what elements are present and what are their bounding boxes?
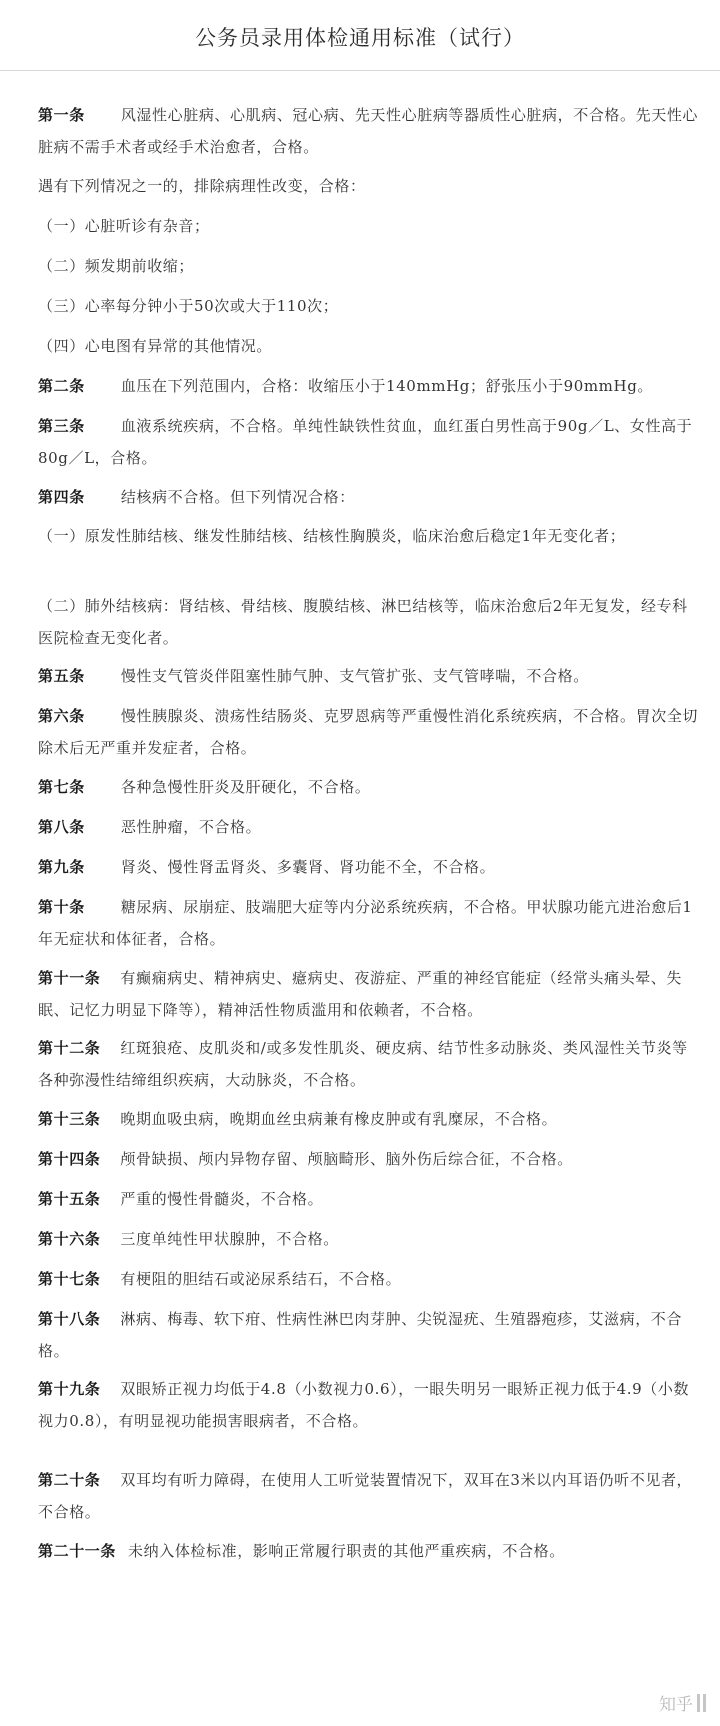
- article-text: 血液系统疾病，不合格。单纯性缺铁性贫血，血红蛋白男性高于90g／L、女性高于80g／L，合格。: [38, 417, 693, 467]
- article-label: 第十五条: [38, 1190, 101, 1208]
- clause-text: （二）肺外结核病：肾结核、骨结核、腹膜结核、淋巴结核等，临床治愈后2年无复发，经专科医院检查无变化者。: [38, 597, 688, 647]
- article-2: [8, 370, 700, 402]
- article-text: 恶性肿瘤，不合格。: [120, 818, 262, 836]
- article-5: [8, 660, 700, 692]
- article-label: 第十六条: [38, 1230, 101, 1248]
- article-label: 第十七条: [38, 1270, 101, 1288]
- clause-1: [8, 210, 700, 242]
- article-6: [8, 700, 700, 764]
- article-label: 第三条: [38, 417, 85, 435]
- article-label: 第十一条: [38, 969, 101, 987]
- article-text: 晚期血吸虫病，晚期血丝虫病兼有橡皮肿或有乳糜尿，不合格。: [120, 1110, 558, 1128]
- clause-text: 遇有下列情况之一的，排除病理性改变，合格：: [38, 177, 366, 195]
- article-16: [8, 1223, 700, 1255]
- article-label: 第十二条: [38, 1039, 101, 1057]
- article-label: 第二十一条: [38, 1542, 117, 1560]
- article-8: [8, 811, 700, 843]
- article-text: 有癫痫病史、精神病史、癔病史、夜游症、严重的神经官能症（经常头痛头晕、失眠、记忆力明显下降等），精神活性物质滥用和依赖者，不合格。: [38, 969, 683, 1019]
- article-label: 第八条: [38, 818, 85, 836]
- article-14: [8, 1143, 700, 1175]
- watermark-text: 知乎: [659, 1695, 693, 1715]
- article-text: 血压在下列范围内，合格：收缩压小于140mmHg；舒张压小于90mmHg。: [120, 377, 653, 395]
- article-text: 严重的慢性骨髓炎，不合格。: [120, 1190, 324, 1208]
- article-label: 第五条: [38, 667, 85, 685]
- clause-text: （四）心电图有异常的其他情况。: [38, 337, 273, 355]
- clause-text: （三）心率每分钟小于50次或大于110次；: [38, 297, 339, 315]
- article-text: 双眼矫正视力均低于4.8（小数视力0.6），一眼失明另一眼矫正视力低于4.9（小数视力0.8），有明显视功能损害眼病者，不合格。: [38, 1380, 690, 1430]
- article-17: [8, 1263, 700, 1295]
- article-text: 未纳入体检标准，影响正常履行职责的其他严重疾病，不合格。: [128, 1542, 565, 1560]
- article-text: 风湿性心脏病、心肌病、冠心病、先天性心脏病等器质性心脏病，不合格。先天性心脏病不需手术者或经手术治愈者，合格。: [38, 106, 699, 156]
- article-text: 肾炎、慢性肾盂肾炎、多囊肾、肾功能不全，不合格。: [120, 858, 496, 876]
- watermark-bars-icon: [697, 1694, 706, 1712]
- article-label: 第二十条: [38, 1471, 101, 1489]
- article-label: 第一条: [38, 106, 85, 124]
- zhihu-watermark: [659, 1690, 706, 1715]
- article-13: [8, 1103, 700, 1135]
- article-text: 结核病不合格。但下列情况合格：: [120, 488, 355, 506]
- article-label: 第十四条: [38, 1150, 101, 1168]
- article-18: [8, 1303, 700, 1367]
- article-9: [8, 851, 700, 883]
- article-label: 第七条: [38, 778, 85, 796]
- clause-3: [8, 290, 700, 322]
- article-4-clause-1: [8, 520, 700, 552]
- clause-text: （一）原发性肺结核、继发性肺结核、结核性胸膜炎，临床治愈后稳定1年无变化者；: [38, 527, 626, 545]
- article-label: 第九条: [38, 858, 85, 876]
- article-label: 第十条: [38, 898, 85, 916]
- article-text: 颅骨缺损、颅内异物存留、颅脑畸形、脑外伤后综合征，不合格。: [120, 1150, 573, 1168]
- article-label: 第十三条: [38, 1110, 101, 1128]
- article-3: [8, 410, 700, 474]
- article-label: 第六条: [38, 707, 85, 725]
- clause-text: （二）频发期前收缩；: [38, 257, 195, 275]
- article-4-clause-2: [8, 590, 700, 654]
- clause-text: （一）心脏听诊有杂音；: [38, 217, 210, 235]
- article-19: [8, 1373, 700, 1437]
- article-text: 糖尿病、尿崩症、肢端肥大症等内分泌系统疾病，不合格。甲状腺功能亢进治愈后1年无症状和体征者，合格。: [38, 898, 693, 948]
- article-text: 慢性支气管炎伴阻塞性肺气肿、支气管扩张、支气管哮喘，不合格。: [120, 667, 589, 685]
- article-text: 各种急慢性肝炎及肝硬化，不合格。: [120, 778, 371, 796]
- article-1: [8, 99, 700, 163]
- article-7: [8, 771, 700, 803]
- article-text: 淋病、梅毒、软下疳、性病性淋巴肉芽肿、尖锐湿疣、生殖器疱疹，艾滋病，不合格。: [38, 1310, 683, 1360]
- article-text: 红斑狼疮、皮肌炎和/或多发性肌炎、硬皮病、结节性多动脉炎、类风湿性关节炎等各种弥漫性结缔组织疾病，大动脉炎，不合格。: [38, 1039, 688, 1089]
- clause-2: [8, 250, 700, 282]
- article-4: [8, 481, 700, 513]
- article-text: 双耳均有听力障碍，在使用人工听觉装置情况下，双耳在3米以内耳语仍听不见者，不合格。: [38, 1471, 693, 1521]
- article-15: [8, 1183, 700, 1215]
- article-21: [8, 1535, 700, 1567]
- article-text: 慢性胰腺炎、溃疡性结肠炎、克罗恩病等严重慢性消化系统疾病，不合格。胃次全切除术后无严重并发症者，合格。: [38, 707, 699, 757]
- article-label: 第十八条: [38, 1310, 101, 1328]
- clause-4: [8, 330, 700, 362]
- title-divider: [0, 70, 720, 71]
- article-10: [8, 891, 700, 955]
- article-12: [8, 1032, 700, 1096]
- article-label: 第二条: [38, 377, 85, 395]
- article-20: [8, 1464, 700, 1528]
- document-title: 公务员录用体检通用标准（试行）: [195, 26, 525, 50]
- article-text: 三度单纯性甲状腺肿，不合格。: [120, 1230, 339, 1248]
- article-label: 第四条: [38, 488, 85, 506]
- article-label: 第十九条: [38, 1380, 101, 1398]
- article-text: 有梗阻的胆结石或泌尿系结石，不合格。: [120, 1270, 402, 1288]
- article-11: [8, 962, 700, 1026]
- clause-intro: [8, 170, 700, 202]
